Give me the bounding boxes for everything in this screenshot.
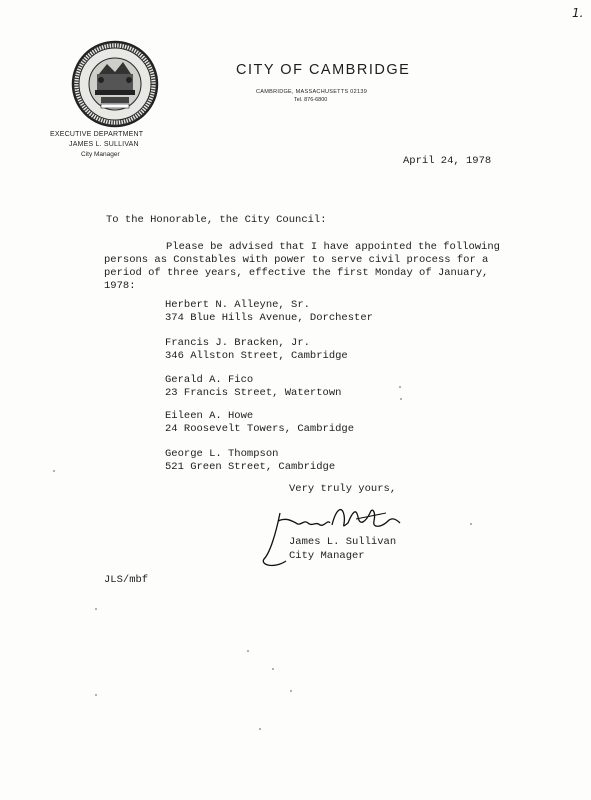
scan-speck (53, 470, 55, 472)
signatory-title: City Manager (289, 550, 365, 562)
appointee-name: Francis J. Bracken, Jr. (165, 337, 310, 349)
scan-speck (470, 523, 472, 525)
scan-speck (247, 650, 249, 652)
appointee-entry (165, 448, 335, 474)
appointee-entry (165, 374, 341, 400)
appointee-address: 24 Roosevelt Towers, Cambridge (165, 423, 355, 435)
letterhead-telephone: Tel. 876-6800 (294, 97, 328, 103)
sender-department: EXECUTIVE DEPARTMENT (50, 131, 144, 138)
body-line: persons as Constables with power to serve civil process for a (104, 254, 489, 266)
scan-speck (400, 398, 402, 400)
appointee-name: Gerald A. Fico (165, 374, 254, 386)
body-line: period of three years, effective the first Monday of January, (104, 267, 489, 279)
signatory-name: James L. Sullivan (289, 536, 397, 548)
appointee-name: Herbert N. Alleyne, Sr. (165, 299, 310, 311)
page-mark: 1. (572, 6, 584, 20)
letterhead-city-name: CITY OF CAMBRIDGE (236, 62, 411, 78)
appointee-name: George L. Thompson (165, 448, 279, 460)
appointee-address: 521 Green Street, Cambridge (165, 461, 336, 473)
letterhead-address: CAMBRIDGE, MASSACHUSETTS 02139 (256, 89, 368, 95)
appointee-entry (165, 410, 354, 436)
body-line: 1978: (104, 280, 136, 292)
appointee-address: 23 Francis Street, Watertown (165, 387, 342, 399)
appointee-address: 374 Blue Hills Avenue, Dorchester (165, 312, 373, 324)
salutation: To the Honorable, the City Council: (106, 214, 327, 226)
scan-speck (95, 608, 97, 610)
closing: Very truly yours, (289, 483, 397, 495)
scan-speck (290, 690, 292, 692)
sender-name: JAMES L. SULLIVAN (69, 141, 139, 148)
scan-speck (259, 728, 261, 730)
appointee-entry (165, 299, 373, 325)
appointee-address: 346 Allston Street, Cambridge (165, 350, 348, 362)
appointee-name: Eileen A. Howe (165, 410, 254, 422)
sender-title: City Manager (81, 151, 120, 158)
city-seal-icon (71, 40, 159, 128)
scan-speck (399, 386, 401, 388)
scan-speck (95, 694, 97, 696)
reference-initials: JLS/mbf (104, 574, 149, 586)
scan-speck (272, 668, 274, 670)
body-line: Please be advised that I have appointed the following (166, 241, 500, 253)
letter-date: April 24, 1978 (403, 155, 492, 167)
appointee-entry (165, 337, 348, 363)
